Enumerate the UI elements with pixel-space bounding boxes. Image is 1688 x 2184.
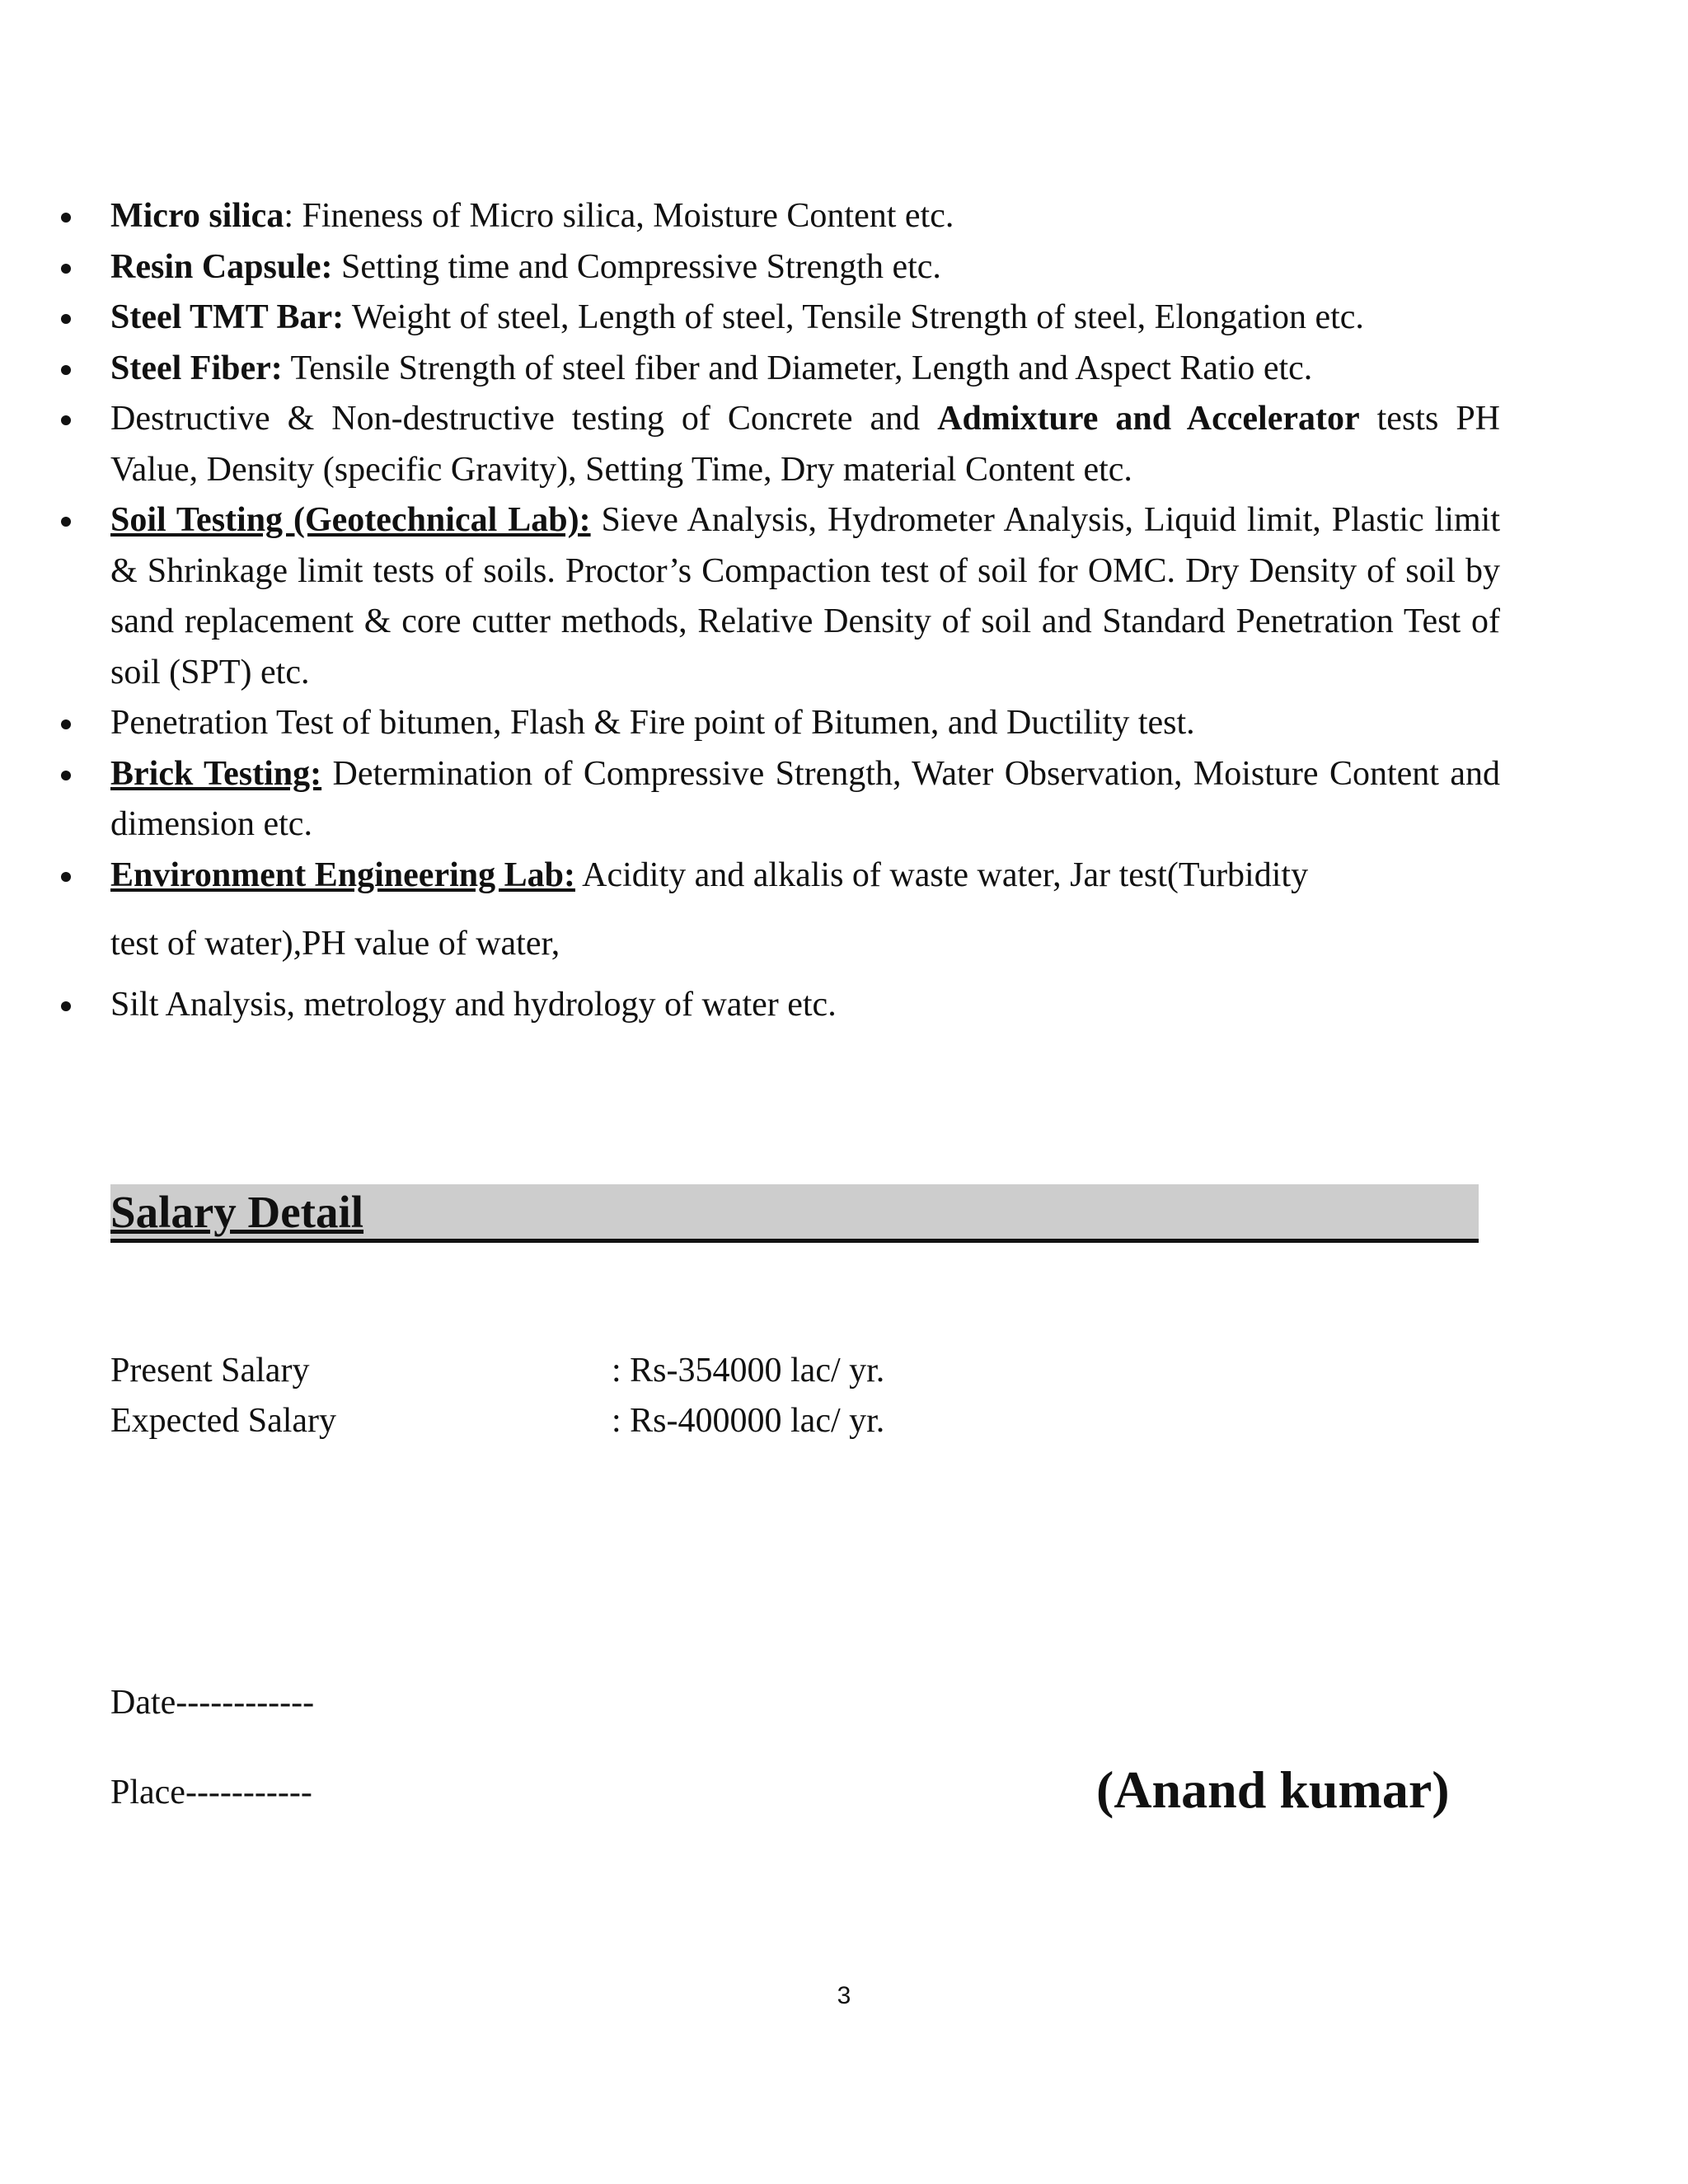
item-heading: Resin Capsule:: [110, 247, 333, 286]
item-text: : Fineness of Micro silica, Moisture Content etc.: [284, 197, 954, 235]
item-text: Acidity and alkalis of waste water, Jar test(Turbidity: [574, 855, 1309, 894]
list-item: [49, 394, 1500, 495]
item-heading: Micro silica: [110, 197, 284, 235]
section-title: Salary Detail: [110, 1187, 364, 1237]
list-item: [49, 980, 1500, 1031]
item-text: Sieve Analysis, Hydrometer Analysis, Liquid limit, Plastic limit & Shrinkage limit tests of soils. Proctor’s Compaction test of soil for OMC. Dry Density of soil by sand replacement & core cutter methods, Relative Density of soil and Standard Penetration Test of soil (SPT) etc.: [110, 501, 1501, 691]
bullet-icon: [61, 517, 71, 527]
bullet-icon: [61, 719, 71, 729]
list-item: [49, 851, 1500, 970]
item-text-pre: Destructive & Non-destructive testing of Concrete and: [110, 400, 938, 438]
item-heading: Admixture and Accelerator: [937, 400, 1360, 438]
item-heading: Brick Testing:: [110, 754, 322, 793]
list-item: [49, 495, 1500, 698]
list-item: [49, 344, 1500, 395]
bullet-icon: [61, 314, 71, 324]
list-item: [49, 698, 1500, 749]
item-heading: Soil Testing (Geotechnical Lab):: [110, 501, 591, 539]
item-text: Penetration Test of bitumen, Flash & Fire point of Bitumen, and Ductility test.: [110, 704, 1195, 742]
bullet-icon: [61, 264, 71, 274]
item-text: Determination of Compressive Strength, Water Observation, Moisture Content and dimension etc.: [110, 754, 1500, 843]
list-item: [49, 191, 1500, 242]
lab-tests-list: [49, 191, 1500, 1030]
salary-value: : Rs-354000 lac/ yr.: [612, 1352, 885, 1390]
signature-name: (Anand kumar): [1096, 1760, 1450, 1819]
place-line: Place-----------: [110, 1774, 312, 1811]
item-heading: Environment Engineering Lab:: [110, 855, 575, 894]
page-number: 3: [837, 1982, 851, 2009]
date-line: Date------------: [110, 1684, 315, 1722]
item-text-line2: test of water),PH value of water,: [110, 925, 560, 963]
bullet-icon: [61, 365, 71, 375]
item-text: Tensile Strength of steel fiber and Diameter, Length and Aspect Ratio etc.: [282, 349, 1313, 387]
item-text: tests PH Value, Density (specific Gravity), Setting Time, Dry material Content etc.: [110, 400, 1501, 489]
item-text: Weight of steel, Length of steel, Tensile Strength of steel, Elongation etc.: [344, 298, 1364, 336]
item-heading: Steel Fiber:: [110, 349, 283, 387]
list-item: [49, 749, 1500, 851]
salary-label: Present Salary: [110, 1352, 310, 1390]
bullet-icon: [61, 415, 71, 425]
item-text: Silt Analysis, metrology and hydrology of water etc.: [110, 985, 837, 1024]
bullet-icon: [61, 1001, 71, 1011]
salary-value: : Rs-400000 lac/ yr.: [612, 1402, 885, 1440]
item-text: Setting time and Compressive Strength etc.: [332, 247, 941, 286]
salary-section-header: [110, 1184, 1479, 1243]
bullet-icon: [61, 771, 71, 780]
item-heading: Steel TMT Bar:: [110, 298, 345, 336]
bullet-icon: [61, 872, 71, 882]
salary-label: Expected Salary: [110, 1402, 337, 1440]
bullet-icon: [61, 213, 71, 223]
list-item: [49, 293, 1500, 344]
list-item: [49, 242, 1500, 293]
